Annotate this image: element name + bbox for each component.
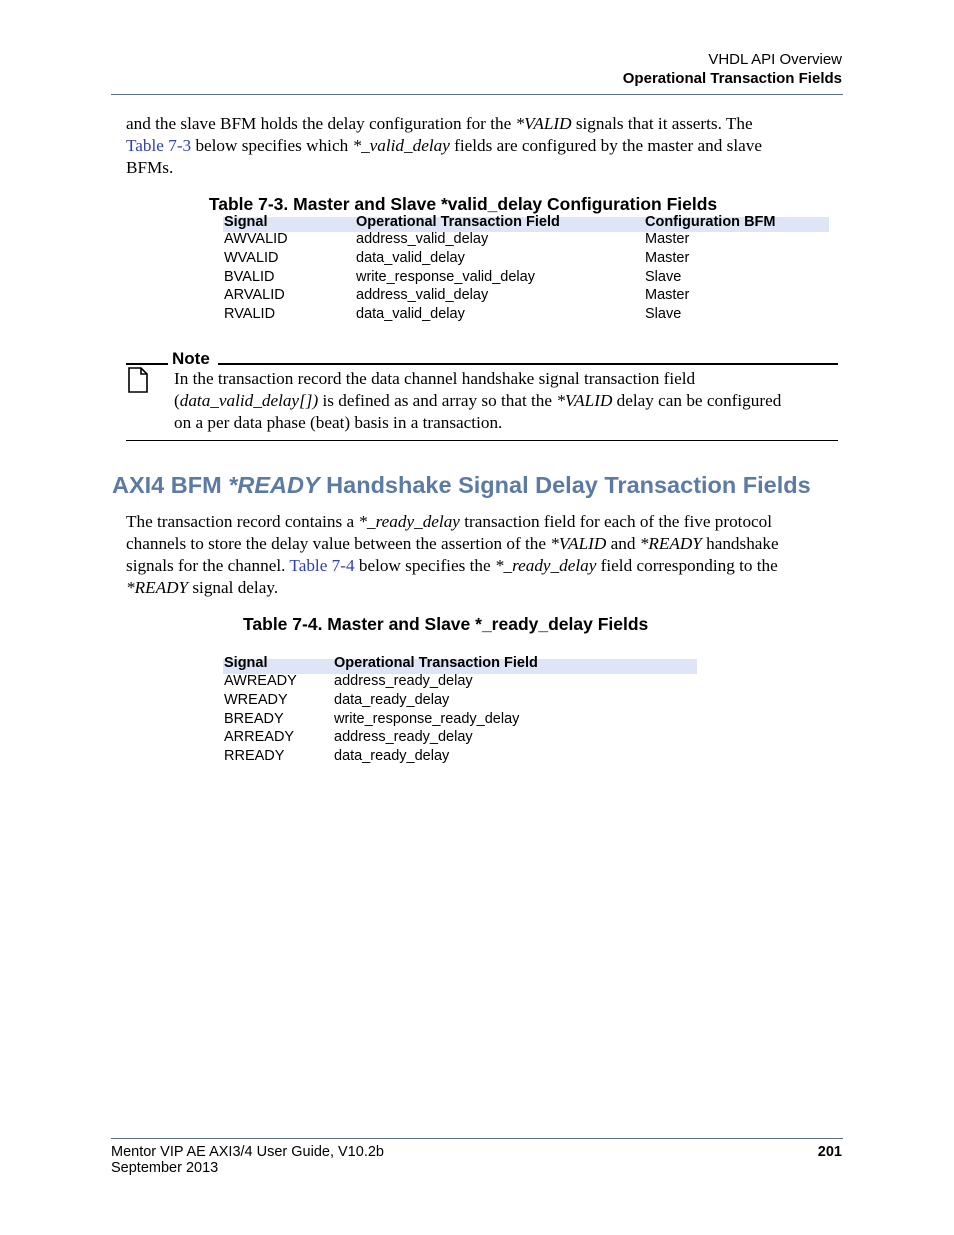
table-row: Master xyxy=(645,231,690,247)
table-7-3-header-field: Operational Transaction Field xyxy=(356,214,560,230)
ready-delay-paragraph: The transaction record contains a *_ready_delay transaction field for each of the five protocol channels to store the delay value between the assertion of the *VALID and *READY handshake signals for the channel. Table 7-4 below specifies the *_ready_delay field corresponding to the *READY signal delay. xyxy=(126,512,779,597)
table-7-4-header-signal: Signal xyxy=(224,655,268,671)
intro-paragraph: and the slave BFM holds the delay configuration for the *VALID signals that it asserts. The Table 7-3 below specifies which *_valid_delay fields are configured by the master and slave BFMs. xyxy=(126,114,762,177)
table-row: Slave xyxy=(645,269,682,285)
table-row: AWREADY xyxy=(224,673,297,689)
footer-title: Mentor VIP AE AXI3/4 User Guide, V10.2b xyxy=(111,1144,384,1160)
table-row: ARREADY xyxy=(224,729,295,745)
table-row: WVALID xyxy=(224,250,279,266)
table-row: BREADY xyxy=(224,711,284,727)
table-row: write_response_valid_delay xyxy=(356,269,535,285)
table-7-4-link[interactable]: Table 7-4 xyxy=(289,556,355,575)
table-7-3-header-bfm: Configuration BFM xyxy=(645,214,776,230)
table-row: data_valid_delay xyxy=(356,306,465,322)
table-row: address_valid_delay xyxy=(356,287,489,303)
table-7-4-header-field: Operational Transaction Field xyxy=(334,655,538,671)
note-rule-left xyxy=(126,363,168,365)
table-row: write_response_ready_delay xyxy=(334,711,520,727)
note-bottom-rule xyxy=(126,440,838,441)
table-7-4-caption: Table 7-4. Master and Slave *_ready_delay Fields xyxy=(243,614,649,634)
table-row: data_valid_delay xyxy=(356,250,465,266)
table-row: data_ready_delay xyxy=(334,692,450,708)
note-title: Note xyxy=(172,349,210,368)
table-row: Master xyxy=(645,250,690,266)
table-row: Master xyxy=(645,287,690,303)
header-rule xyxy=(111,94,843,95)
header-chapter: VHDL API Overview xyxy=(708,51,842,68)
table-row: address_ready_delay xyxy=(334,729,473,745)
table-row: RVALID xyxy=(224,306,276,322)
table-row: address_valid_delay xyxy=(356,231,489,247)
table-row: Slave xyxy=(645,306,682,322)
footer-date: September 2013 xyxy=(111,1160,219,1176)
table-7-3-header-signal: Signal xyxy=(224,214,268,230)
table-row: RREADY xyxy=(224,748,285,764)
table-row: address_ready_delay xyxy=(334,673,473,689)
table-row: BVALID xyxy=(224,269,275,285)
note-rule-right xyxy=(218,363,838,365)
table-row: AWVALID xyxy=(224,231,288,247)
table-7-3-caption: Table 7-3. Master and Slave *valid_delay Configuration Fields xyxy=(208,194,718,214)
footer-rule xyxy=(111,1138,843,1139)
table-7-3-link[interactable]: Table 7-3 xyxy=(126,136,192,155)
page-number: 201 xyxy=(817,1144,842,1160)
note-icon xyxy=(128,367,148,393)
table-row: data_ready_delay xyxy=(334,748,450,764)
header-section: Operational Transaction Fields xyxy=(622,70,842,87)
section-heading: AXI4 BFM *READY Handshake Signal Delay Transaction Fields xyxy=(112,472,811,498)
table-row: ARVALID xyxy=(224,287,285,303)
table-row: WREADY xyxy=(224,692,288,708)
note-body: In the transaction record the data channel handshake signal transaction field (data_valid_delay[]) is defined as and array so that the *VALID delay can be configured on a per data phase (beat) basis in a transaction. xyxy=(174,369,782,432)
